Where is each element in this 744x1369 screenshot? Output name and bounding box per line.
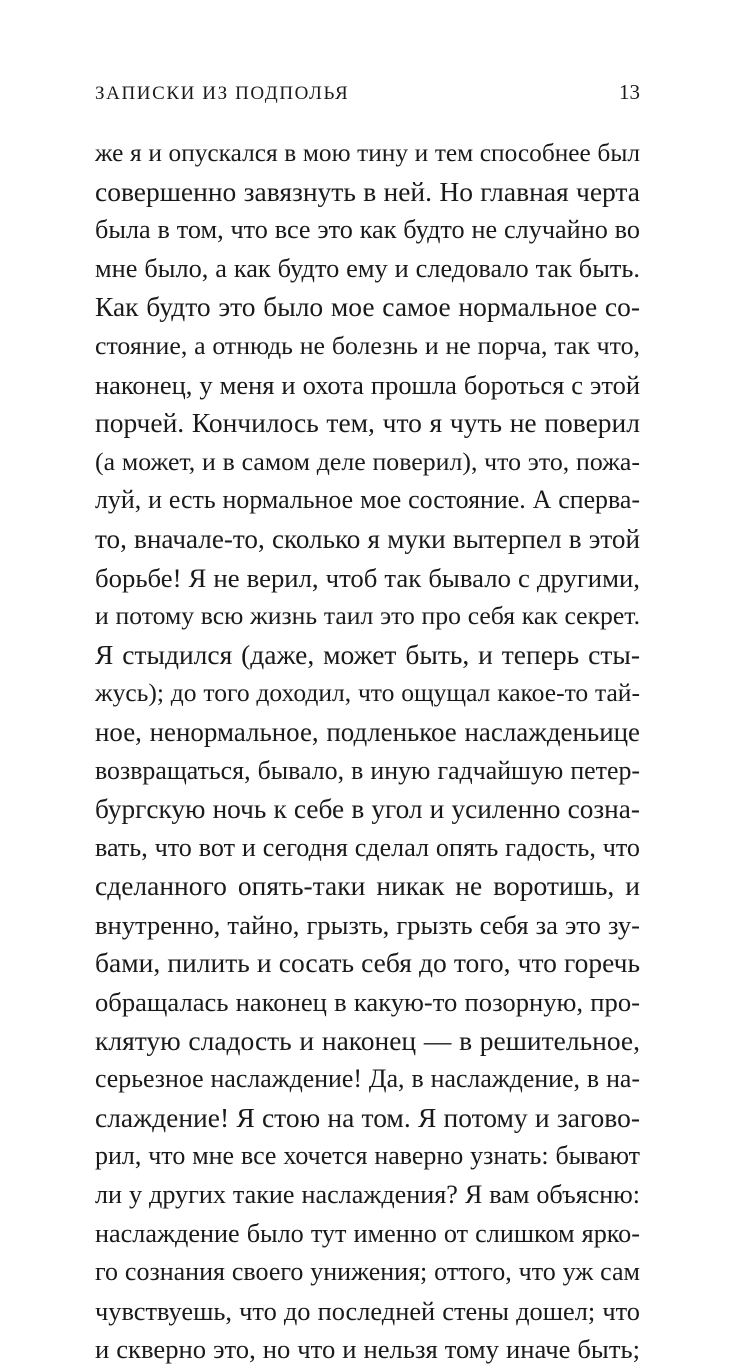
text-line: внутренно, тайно, грызть, грызть себя за это зу- [95, 909, 640, 940]
text-line: наслаждение было тут именно от слишком ярко- [95, 1218, 640, 1248]
text-line: (а может, и в самом деле поверил), что это, пожа- [95, 446, 640, 476]
text-line: ное, ненормальное, подленькое наслажденьице [95, 716, 640, 747]
text-line: была в том, что все это как будто не случайно во [95, 215, 640, 245]
text-line: жусь); до того доходил, что ощущал какое-то тай- [95, 678, 640, 708]
text-line: ли у других такие наслаждения? Я вам объясню: [95, 1180, 640, 1210]
running-title: ЗАПИСКИ ИЗ ПОДПОЛЬЯ [95, 83, 350, 104]
text-line: клятую сладость и наконец — в решительное, [95, 1024, 640, 1056]
text-line: слаждение! Я стою на том. Я потому и загово- [95, 1101, 640, 1133]
text-line: Как будто это было мое самое нормальное со- [95, 291, 640, 323]
text-line: сделанного опять-таки никак не воротишь, и [95, 870, 640, 902]
text-line: бами, пилить и сосать себя до того, что горечь [95, 947, 640, 979]
text-line: совершенно завязнуть в ней. Но главная черта [95, 175, 640, 207]
text-line: и потому всю жизнь таил это про себя как секрет. [95, 601, 640, 631]
text-line: наконец, у меня и охота прошла бороться с этой [95, 369, 640, 400]
text-line: рил, что мне все хочется наверно узнать: бывают [95, 1141, 640, 1171]
text-line: мне было, а как будто ему и следовало так быть. [95, 253, 640, 283]
body-text [95, 134, 640, 1369]
text-line: стояние, а отнюдь не болезнь и не порча, так что, [95, 330, 640, 360]
text-line: луй, и есть нормальное мое состояние. А сперва- [95, 485, 640, 515]
text-line: порчей. Кончилось тем, что я чуть не поверил [95, 407, 640, 439]
text-line: же я и опускался в мою тину и тем способнее был [95, 139, 640, 167]
text-line: чувствуешь, что до последней стены дошел; что [95, 1295, 640, 1326]
page-number: 13 [619, 80, 640, 104]
text-line: серьезное наслаждение! Да, в наслаждение, в на- [95, 1064, 640, 1094]
text-line: Я стыдился (даже, может быть, и теперь сты- [95, 638, 640, 670]
text-line: то, вначале-то, сколько я муки вытерпел в этой [95, 523, 640, 554]
running-head [95, 80, 640, 110]
text-line: обращалась наконец в какую-то позорную, про- [95, 987, 640, 1018]
text-line: вать, что вот и сегодня сделал опять гадость, что [95, 832, 640, 862]
text-line: возвращаться, бывало, в иную гадчайшую петер- [95, 755, 640, 785]
text-line: борьбе! Я не верил, чтоб так бывало с другими, [95, 562, 640, 593]
text-line: бургскую ночь к себе в угол и усиленно созна- [95, 794, 640, 825]
text-line: и скверно это, но что и нельзя тому иначе быть; [95, 1334, 640, 1365]
text-line: го сознания своего унижения; оттого, что уж сам [95, 1257, 640, 1287]
